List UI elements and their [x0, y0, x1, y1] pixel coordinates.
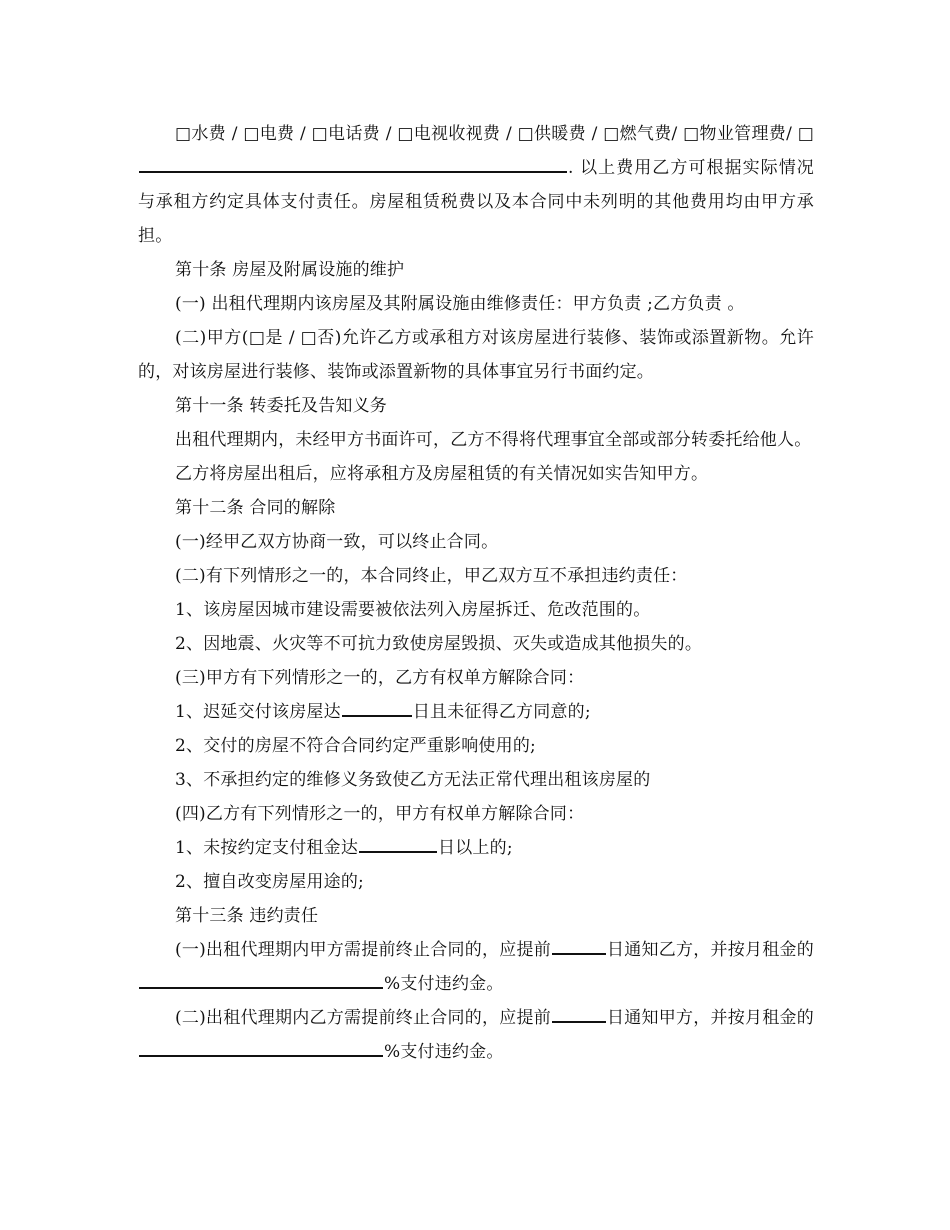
article-12-clause-1: (一)经甲乙双方协商一致，可以终止合同。	[175, 532, 499, 552]
fill-blank	[552, 1001, 606, 1023]
article-11-title: 第十一条 转委托及告知义务	[175, 396, 388, 416]
clause-text: %支付违约金。	[384, 974, 504, 994]
article-10-title: 第十条 房屋及附属设施的维护	[175, 260, 405, 280]
article-10-clause-2: (二)甲方(□是 / □否)允许乙方或承租方对该房屋进行装修、装饰或添置新物。允许的，对该房屋进行装修、装饰或添置新物的具体事宜另行书面约定。	[138, 328, 814, 382]
article-11-clause-1: 出租代理期内，未经甲方书面许可，乙方不得将代理事宜全部或部分转委托给他人。	[175, 430, 812, 450]
article-13-clause-1	[138, 933, 814, 1001]
article-13-clause-2	[138, 1001, 814, 1069]
article-12-clause-4-item-2: 2、擅自改变房屋用途的;	[175, 872, 364, 892]
clause-text: 日通知甲方，并按月租金的	[607, 1008, 814, 1028]
fill-blank	[139, 967, 383, 989]
clause-text: (一)出租代理期内甲方需提前终止合同的，应提前	[175, 940, 551, 960]
article-10-clause-1: (一) 出租代理期内该房屋及其附属设施由维修责任：甲方负责 ;乙方负责 。	[175, 294, 745, 314]
item-text: 日以上的;	[438, 838, 513, 858]
article-12-clause-3: (三)甲方有下列情形之一的，乙方有权单方解除合同：	[175, 668, 585, 688]
fill-blank	[139, 151, 567, 173]
article-12-clause-3-item-2: 2、交付的房屋不符合合同约定严重影响使用的;	[175, 736, 536, 756]
clause-text: (二)出租代理期内乙方需提前终止合同的，应提前	[175, 1008, 551, 1028]
article-12-clause-4-item-1	[138, 831, 814, 865]
fill-blank	[359, 831, 437, 853]
article-12-title: 第十二条 合同的解除	[175, 498, 336, 518]
article-12-clause-4: (四)乙方有下列情形之一的，甲方有权单方解除合同：	[175, 804, 585, 824]
item-text: 日且未征得乙方同意的;	[412, 702, 591, 722]
article-13-title: 第十三条 违约责任	[175, 906, 319, 926]
contract-page	[138, 117, 814, 1069]
fill-blank	[552, 933, 606, 955]
clause-text: 日通知乙方，并按月租金的	[607, 940, 814, 960]
article-12-clause-2-item-1: 1、该房屋因城市建设需要被依法列入房屋拆迁、危改范围的。	[175, 600, 651, 620]
fill-blank	[139, 1035, 383, 1057]
clause-text: %支付违约金。	[384, 1042, 504, 1062]
fees-paragraph	[138, 117, 814, 253]
fees-note-text: . 以上费用乙方可根据实际情况与承租方约定具体支付责任。房屋租赁税费以及本合同中未列明的其他费用均由甲方承担。	[138, 158, 814, 246]
article-11-clause-2: 乙方将房屋出租后，应将承租方及房屋租赁的有关情况如实告知甲方。	[175, 464, 709, 484]
fees-list-text: □水费 / □电费 / □电话费 / □电视收视费 / □供暖费 / □燃气费/ □物业管理费/ □	[175, 124, 814, 144]
article-12-clause-3-item-1	[138, 695, 814, 729]
fill-blank	[342, 695, 412, 717]
item-text: 1、未按约定支付租金达	[175, 838, 359, 858]
article-12-clause-2-item-2: 2、因地震、火灾等不可抗力致使房屋毁损、灭失或造成其他损失的。	[175, 634, 703, 654]
article-12-clause-2: (二)有下列情形之一的，本合同终止，甲乙双方互不承担违约责任：	[175, 566, 688, 586]
article-12-clause-3-item-3: 3、不承担约定的维修义务致使乙方无法正常代理出租该房屋的	[175, 770, 651, 790]
item-text: 1、迟延交付该房屋达	[175, 702, 341, 722]
